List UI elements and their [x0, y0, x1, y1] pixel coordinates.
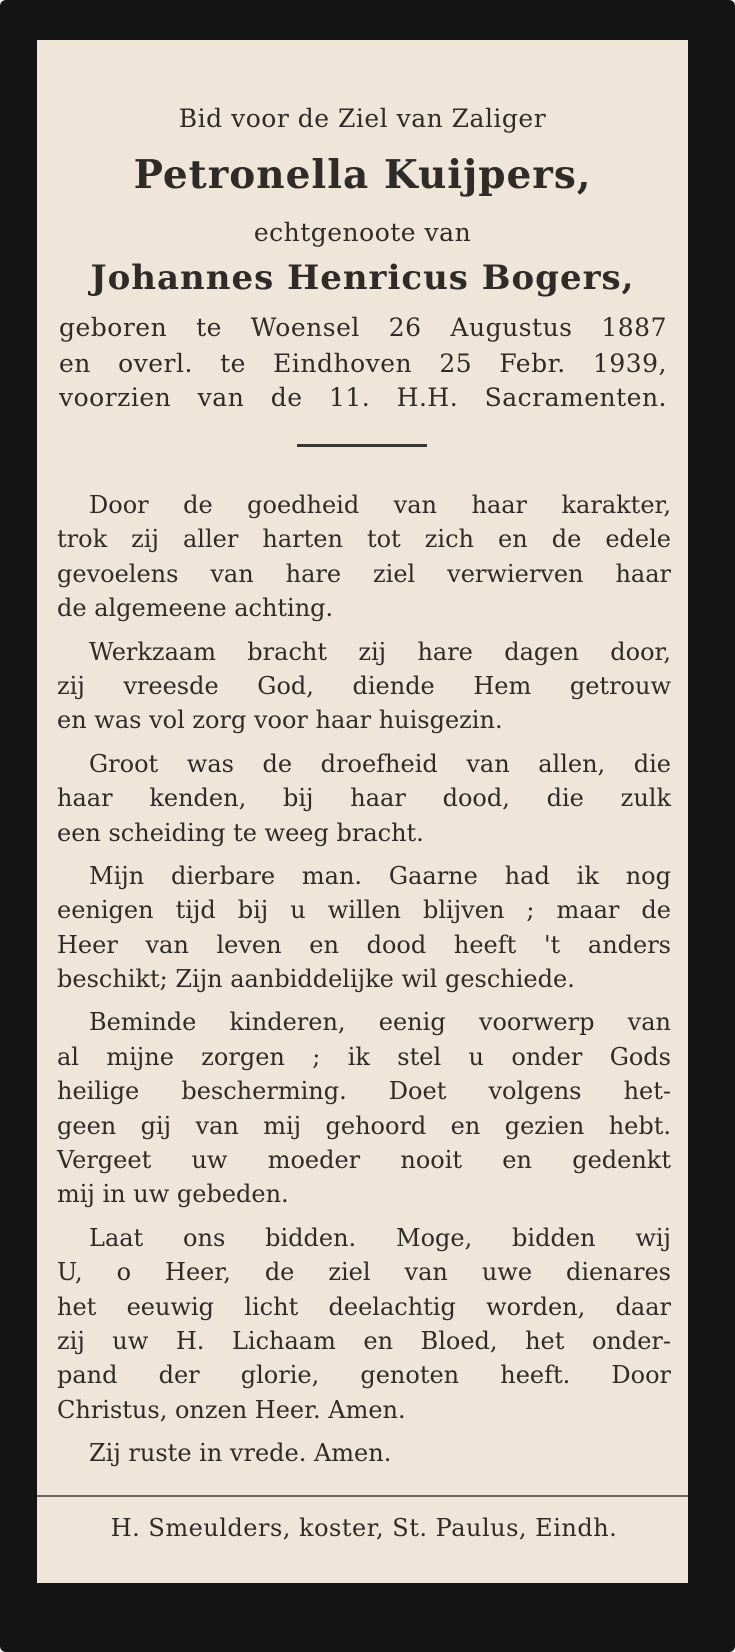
- text-line: zij vreesde God, diende Hem getrouw: [57, 671, 671, 700]
- text-line: het eeuwig licht deelachtig worden, daar: [57, 1292, 671, 1321]
- text-line: Heer van leven en dood heeft 't anders: [57, 930, 671, 959]
- printer-credit: H. Smeulders, koster, St. Paulus, Eindh.: [110, 1514, 618, 1542]
- text-line: Zij ruste in vrede. Amen.: [89, 1439, 392, 1468]
- text-line: pand der glorie, genoten heeft. Door: [57, 1361, 671, 1390]
- paragraph-work: [57, 635, 671, 738]
- footer-rule: [37, 1495, 688, 1497]
- text-line: Laat ons bidden. Moge, bidden wij: [89, 1223, 671, 1252]
- sacraments-line: voorzien van de 11. H.H. Sacramenten.: [59, 383, 667, 412]
- deceased-name: Petronella Kuijpers,: [133, 152, 592, 198]
- divider-rule: [297, 444, 427, 447]
- text-line: eenigen tijd bij u willen blijven ; maar de: [57, 896, 671, 925]
- spouse-intro: echtgenoote van: [253, 218, 472, 247]
- text-line: Door de goedheid van haar karakter,: [89, 491, 671, 519]
- text-line: zij uw H. Lichaam en Bloed, het onder-: [57, 1326, 671, 1355]
- text-line: geen gij van mij gehoord en gezien hebt.: [57, 1111, 671, 1140]
- text-line: al mijne zorgen ; ik stel u onder Gods: [57, 1042, 671, 1071]
- text-line: gevoelens van hare ziel verwierven haar: [57, 559, 671, 588]
- paragraph-husband: [57, 859, 671, 997]
- spouse-name: Johannes Henricus Bogers,: [90, 258, 635, 298]
- text-line: een scheiding te weeg bracht.: [57, 818, 424, 847]
- text-line: Christus, onzen Heer. Amen.: [57, 1395, 406, 1424]
- text-line: mij in uw gebeden.: [57, 1180, 289, 1209]
- birth-line: geboren te Woensel 26 Augustus 1887: [59, 313, 667, 342]
- text-line: de algemeene achting.: [57, 594, 334, 623]
- paragraph-prayer: [57, 1221, 671, 1427]
- text-line: beschikt; Zijn aanbiddelijke wil geschiede.: [57, 965, 575, 994]
- memorial-text: [57, 488, 671, 1471]
- text-line: Mijn dierbare man. Gaarne had ik nog: [89, 861, 671, 890]
- paragraph-grief: [57, 747, 671, 850]
- text-line: Vergeet uw moeder nooit en gedenkt: [57, 1146, 671, 1175]
- paragraph-rest: [57, 1436, 671, 1470]
- card-paper: [37, 40, 688, 1583]
- death-line: en overl. te Eindhoven 25 Febr. 1939,: [59, 349, 667, 378]
- text-line: heilige bescherming. Doet volgens het-: [57, 1077, 671, 1106]
- text-line: Beminde kinderen, eenig voorwerp van: [89, 1008, 671, 1037]
- text-line: en was vol zorg voor haar huisgezin.: [57, 706, 503, 735]
- prayer-intro: Bid voor de Ziel van Zaliger: [178, 104, 547, 133]
- paragraph-children: [57, 1005, 671, 1211]
- text-line: U, o Heer, de ziel van uwe dienares: [57, 1258, 671, 1287]
- text-line: Groot was de droefheid van allen, die: [89, 749, 671, 778]
- text-line: Werkzaam bracht zij hare dagen door,: [89, 637, 671, 666]
- text-line: haar kenden, bij haar dood, die zulk: [57, 784, 671, 813]
- text-line: trok zij aller harten tot zich en de edele: [57, 525, 671, 554]
- paragraph-character: [57, 488, 671, 626]
